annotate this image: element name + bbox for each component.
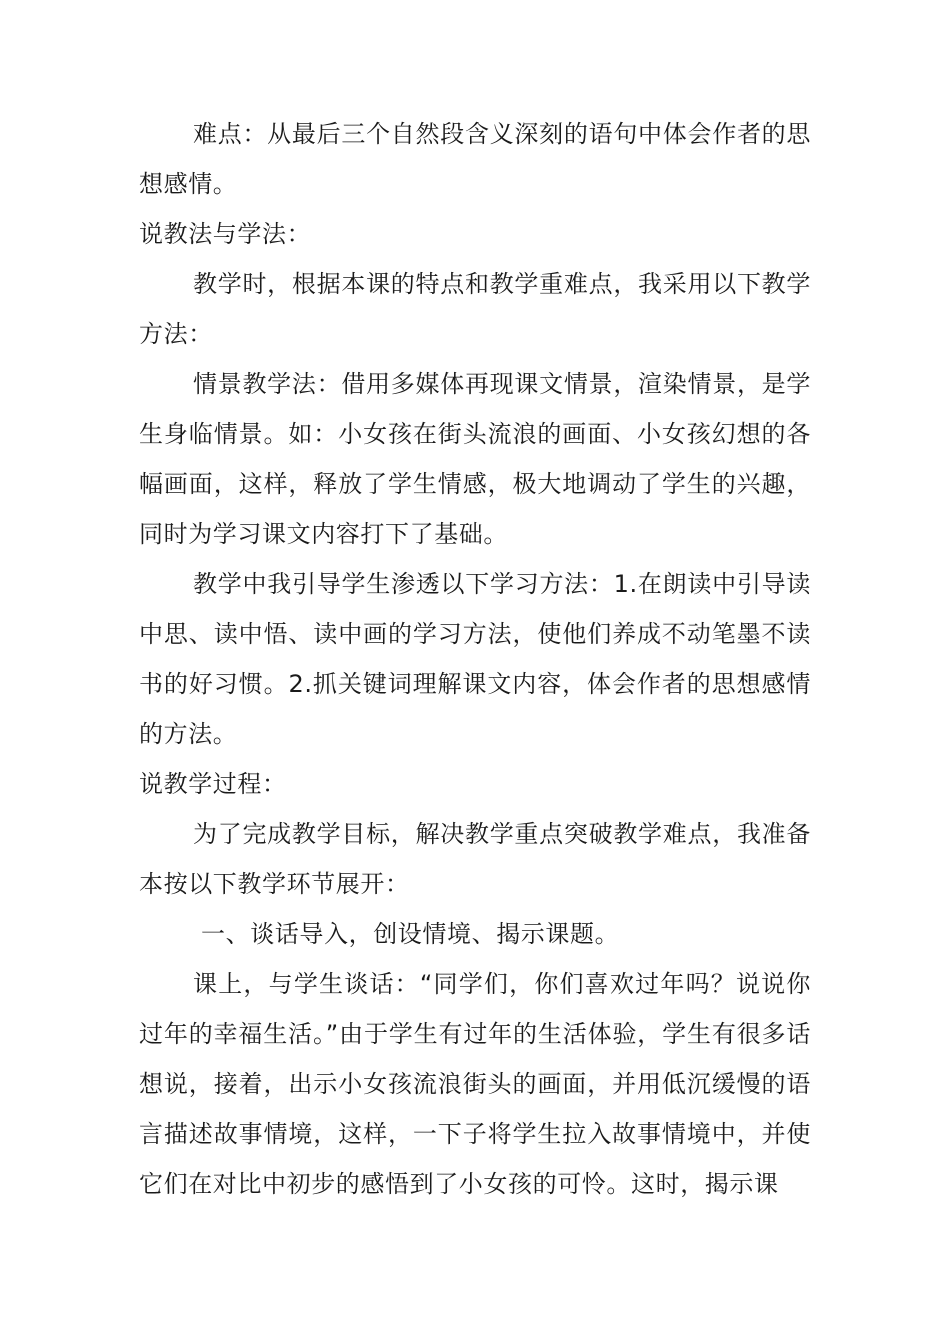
- heading-teaching-process: 说教学过程：: [139, 770, 287, 798]
- heading-teaching-methods: 说教法与学法：: [139, 220, 312, 248]
- paragraph-difficulty: 难点：从最后三个自然段含义深刻的语句中体会作者的思想感情。: [139, 120, 811, 198]
- paragraph-class-talk: 课上，与学生谈话：“同学们，你们喜欢过年吗？说说你过年的幸福生活。”由于学生有过年的生活体验，学生有很多话想说，接着，出示小女孩流浪街头的画面，并用低沉缓慢的语言描述故事情境，这样，一下子将学生拉入故事情境中，并使它们在对比中初步的感悟到了小女孩的可怜。这时，揭示课: [139, 970, 811, 1198]
- paragraph-method-intro: 教学时，根据本课的特点和教学重难点，我采用以下教学方法：: [139, 270, 811, 348]
- paragraph-step-one: 一、谈话导入，创设情境、揭示课题。: [201, 920, 620, 948]
- document-body: [139, 109, 811, 1209]
- paragraph-process-intro: 为了完成教学目标，解决教学重点突破教学难点，我准备本按以下教学环节展开：: [139, 820, 811, 898]
- paragraph-scenario-method: 情景教学法：借用多媒体再现课文情景，渲染情景，是学生身临情景。如：小女孩在街头流浪的画面、小女孩幻想的各幅画面，这样，释放了学生情感，极大地调动了学生的兴趣，同时为学习课文内容打下了基础。: [139, 370, 811, 548]
- paragraph-learning-method: 教学中我引导学生渗透以下学习方法：1.在朗读中引导读中思、读中悟、读中画的学习方法，使他们养成不动笔墨不读书的好习惯。2.抓关键词理解课文内容，体会作者的思想感情的方法。: [139, 570, 811, 748]
